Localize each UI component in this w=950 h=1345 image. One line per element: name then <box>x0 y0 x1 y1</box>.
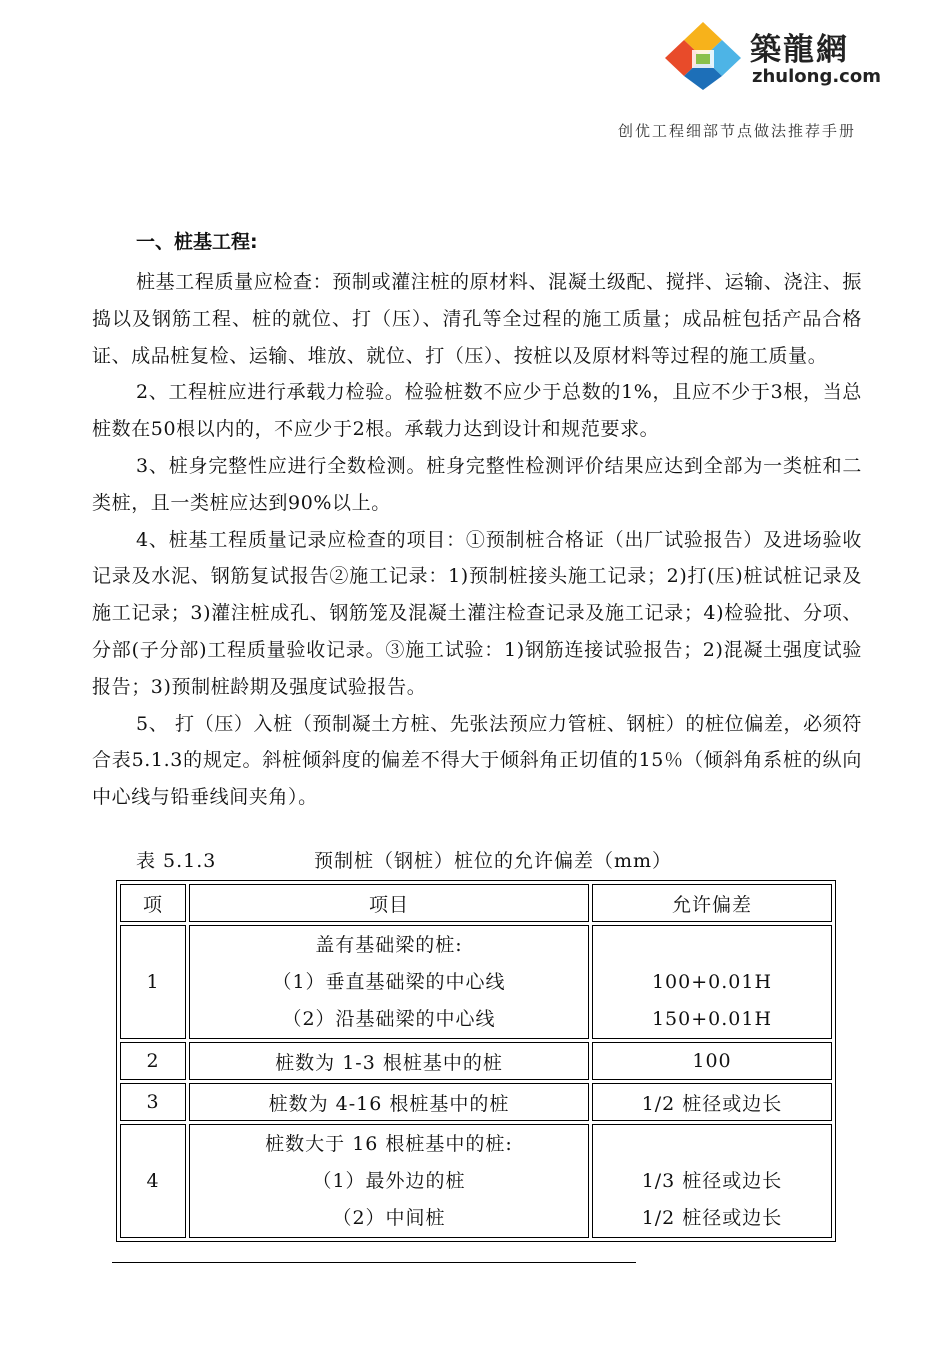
logo-mark-icon <box>662 20 744 92</box>
row-item-line: （1）最外边的桩 <box>312 1169 466 1192</box>
row-tol-line: 150+0.01H <box>651 1007 773 1030</box>
logo-brand-en: zhulong.com <box>752 66 881 87</box>
row-no: 1 <box>120 925 186 1039</box>
row-item-line: （2）沿基础梁的中心线 <box>282 1007 496 1030</box>
row-no: 4 <box>120 1124 186 1238</box>
row-item-line: 桩数大于 16 根桩基中的桩: <box>265 1132 513 1155</box>
table-row <box>120 1124 832 1238</box>
header-no: 项 <box>120 884 186 922</box>
row-tolerance: 100 <box>592 1042 832 1080</box>
table-caption-number: 表 5.1.3 <box>136 850 217 872</box>
row-item-line: （1）垂直基础梁的中心线 <box>272 970 506 993</box>
row-tolerance <box>592 1124 832 1238</box>
table-row <box>120 1042 832 1080</box>
row-tolerance <box>592 925 832 1039</box>
table-header-row <box>120 884 832 922</box>
row-item-line: （2）中间桩 <box>332 1206 446 1229</box>
paragraph-4: 4、桩基工程质量记录应检查的项目：①预制桩合格证（出厂试验报告）及进场验收记录及水泥、钢筋复试报告②施工记录：1)预制桩接头施工记录；2)打(压)桩试桩记录及施工记录；3)灌注桩成孔、钢筋笼及混凝土灌注检查记录及施工记录；4)检验批、分项、分部(子分部)工程质量验收记录。③施工试验：1)钢筋连接试验报告；2)混凝土强度试验报告；3)预制桩龄期及强度试验报告。 <box>92 528 862 698</box>
tolerance-table <box>116 880 836 1242</box>
table-caption <box>136 846 672 873</box>
row-tol-line: 1/2 桩径或边长 <box>641 1206 783 1229</box>
row-item: 桩数为 4-16 根桩基中的桩 <box>189 1083 589 1121</box>
row-tol-line: 100+0.01H <box>651 970 773 993</box>
section-heading: 一、桩基工程: <box>136 231 258 253</box>
paragraph-1: 桩基工程质量应检查：预制或灌注桩的原材料、混凝土级配、搅拌、运输、浇注、振捣以及钢筋工程、桩的就位、打（压）、清孔等全过程的施工质量；成品桩包括产品合格证、成品桩复检、运输、堆放、就位、打（压）、按桩以及原材料等过程的施工质量。 <box>92 271 862 367</box>
header-tolerance: 允许偏差 <box>592 884 832 922</box>
paragraph-2: 2、工程桩应进行承载力检验。检验桩数不应少于总数的1%，且应不少于3根，当总桩数在50根以内的，不应少于2根。承载力达到设计和规范要求。 <box>92 381 862 441</box>
row-item: 桩数为 1-3 根桩基中的桩 <box>189 1042 589 1080</box>
paragraph-5: 5、 打（压）入桩（预制凝土方桩、先张法预应力管桩、钢桩）的桩位偏差，必须符合表5.1.3的规定。斜桩倾斜度的偏差不得大于倾斜角正切值的15％（倾斜角系桩的纵向中心线与铅垂线间夹角）。 <box>92 712 862 809</box>
row-tol-line <box>593 927 831 964</box>
row-item <box>189 1124 589 1238</box>
document-body <box>92 224 862 816</box>
table-row <box>120 925 832 1039</box>
header-note: 创优工程细部节点做法推荐手册 <box>617 122 856 140</box>
row-tol-line <box>593 1126 831 1163</box>
row-item-line: 盖有基础梁的桩: <box>315 933 463 956</box>
row-item <box>189 925 589 1039</box>
logo-brand-cn: 築龍網 <box>750 32 849 68</box>
footer-rule <box>112 1262 636 1263</box>
paragraph-3: 3、桩身完整性应进行全数检测。桩身完整性检测评价结果应达到全部为一类桩和二类桩，且一类桩应达到90%以上。 <box>92 454 862 514</box>
header-item: 项目 <box>189 884 589 922</box>
row-tolerance: 1/2 桩径或边长 <box>592 1083 832 1121</box>
zhulong-logo <box>662 16 881 96</box>
row-no: 3 <box>120 1083 186 1121</box>
table-caption-title: 预制桩（钢桩）桩位的允许偏差（mm） <box>314 850 673 872</box>
row-no: 2 <box>120 1042 186 1080</box>
row-tol-line: 1/3 桩径或边长 <box>641 1169 783 1192</box>
table-row <box>120 1083 832 1121</box>
